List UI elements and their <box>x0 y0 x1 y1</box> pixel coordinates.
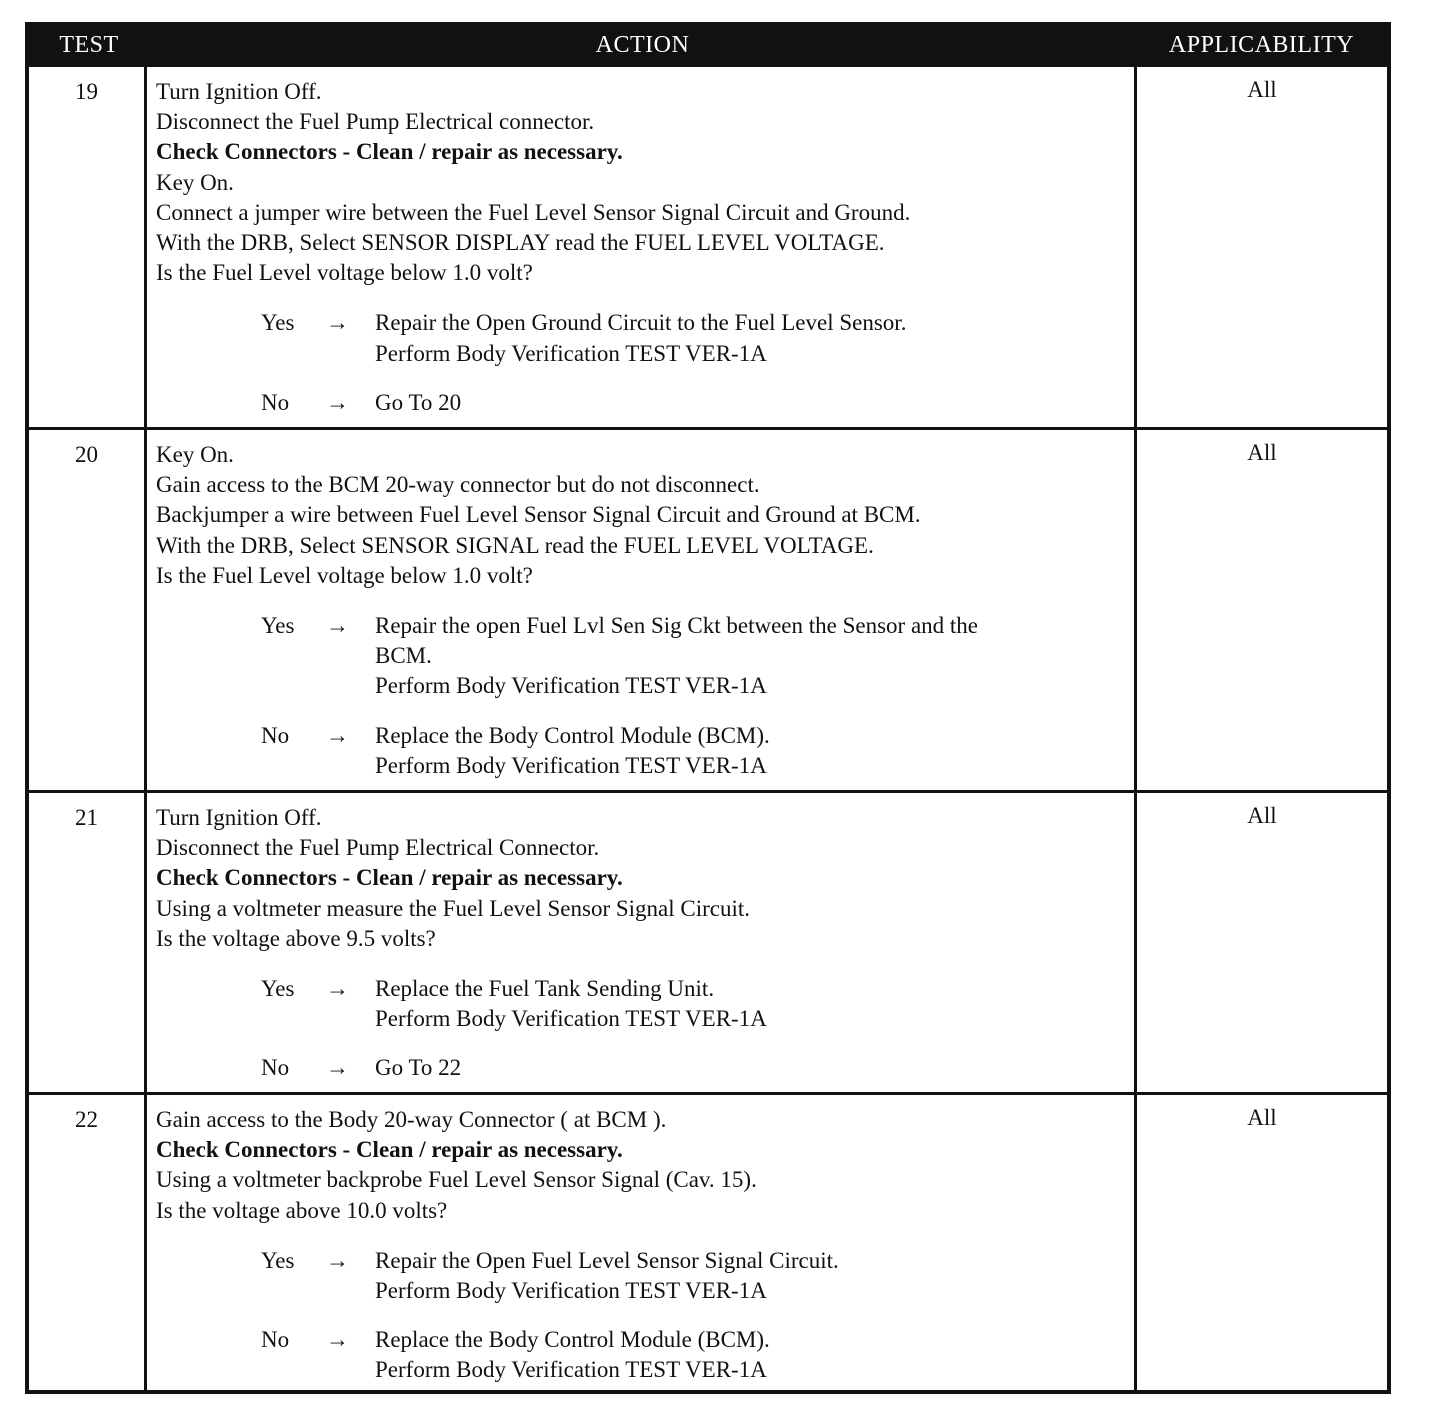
result-line: Perform Body Verification TEST VER-1A <box>375 340 767 366</box>
result-line: Perform Body Verification TEST VER-1A <box>375 1357 767 1383</box>
answer-yes <box>156 974 1126 1034</box>
action-step: With the DRB, Select SENSOR SIGNAL read the FUEL LEVEL VOLTAGE. <box>156 532 874 558</box>
arrow-right-icon: → <box>326 1055 349 1081</box>
action-step: Is the Fuel Level voltage below 1.0 volt? <box>156 260 533 286</box>
answer-yes <box>156 1246 1126 1306</box>
action-step: Turn Ignition Off. <box>156 805 322 830</box>
answer-result <box>375 1053 1126 1083</box>
answer-label: Yes <box>261 1247 295 1273</box>
action-step-emphasis: Check Connectors - Clean / repair as necessary. <box>156 1137 623 1163</box>
table-header <box>29 26 1387 64</box>
answer-no <box>156 388 1126 418</box>
answer-result <box>375 308 1126 368</box>
answer-no <box>156 1325 1126 1385</box>
answer-result <box>375 1325 1126 1385</box>
answer-list <box>156 308 1126 418</box>
result-line: Perform Body Verification TEST VER-1A <box>375 673 767 699</box>
answer-label: No <box>261 1327 290 1353</box>
test-number: 19 <box>29 67 147 427</box>
action-step: Using a voltmeter backprobe Fuel Level Sensor Signal (Cav. 15). <box>156 1167 757 1193</box>
action-step: Is the Fuel Level voltage below 1.0 volt? <box>156 562 533 588</box>
action-step: Key On. <box>156 169 234 195</box>
arrow-right-icon: → <box>326 389 349 415</box>
arrow-right-icon: → <box>326 1327 349 1353</box>
action-step: Gain access to the BCM 20-way connector but do not disconnect. <box>156 472 760 498</box>
result-line: Perform Body Verification TEST VER-1A <box>375 1278 767 1304</box>
action-step-emphasis: Check Connectors - Clean / repair as necessary. <box>156 865 623 891</box>
action-cell <box>147 793 1137 1092</box>
applicability-value: All <box>1247 803 1277 828</box>
action-step-emphasis: Check Connectors - Clean / repair as necessary. <box>156 139 623 165</box>
test-number: 22 <box>29 1095 147 1394</box>
result-line: BCM. <box>375 643 432 669</box>
action-step: Connect a jumper wire between the Fuel Level Sensor Signal Circuit and Ground. <box>156 199 911 225</box>
arrow-right-icon: → <box>326 310 349 336</box>
result-line: Repair the Open Ground Circuit to the Fuel Level Sensor. <box>375 310 907 336</box>
action-cell <box>147 430 1137 790</box>
applicability-value: All <box>1247 440 1277 465</box>
action-step: Is the voltage above 10.0 volts? <box>156 1197 448 1223</box>
result-line: Perform Body Verification TEST VER-1A <box>375 1006 767 1032</box>
action-step: Gain access to the Body 20-way Connector ( at BCM ). <box>156 1107 667 1132</box>
applicability-value: All <box>1247 77 1277 102</box>
answer-yes <box>156 611 1126 702</box>
answer-result <box>375 611 1126 702</box>
arrow-right-icon: → <box>326 613 349 639</box>
test-number: 20 <box>29 430 147 790</box>
answer-result <box>375 1246 1126 1306</box>
answer-result <box>375 721 1126 781</box>
action-cell <box>147 1095 1137 1394</box>
answer-list <box>156 1246 1126 1386</box>
answer-label: No <box>261 1055 290 1081</box>
answer-result <box>375 388 1126 418</box>
arrow-right-icon: → <box>326 722 349 748</box>
arrow-right-icon: → <box>326 1247 349 1273</box>
answer-list <box>156 611 1126 781</box>
action-step: Turn Ignition Off. <box>156 79 322 104</box>
answer-label: Yes <box>261 613 295 639</box>
action-step: Using a voltmeter measure the Fuel Level Sensor Signal Circuit. <box>156 895 751 921</box>
answer-label: Yes <box>261 310 295 336</box>
header-applicability: APPLICABILITY <box>1168 32 1355 58</box>
action-step: Backjumper a wire between Fuel Level Sensor Signal Circuit and Ground at BCM. <box>156 502 921 528</box>
answer-label: No <box>261 722 290 748</box>
table-row <box>29 790 1387 1092</box>
answer-yes <box>156 308 1126 368</box>
answer-list <box>156 974 1126 1084</box>
action-step: Is the voltage above 9.5 volts? <box>156 925 436 951</box>
result-line: Repair the open Fuel Lvl Sen Sig Ckt between the Sensor and the <box>375 613 978 639</box>
answer-result <box>375 974 1126 1034</box>
header-test: TEST <box>59 32 119 58</box>
action-cell <box>147 67 1137 427</box>
test-number: 21 <box>29 793 147 1092</box>
result-line: Repair the Open Fuel Level Sensor Signal Circuit. <box>375 1247 839 1273</box>
result-line: Replace the Body Control Module (BCM). <box>375 722 770 748</box>
action-step: Disconnect the Fuel Pump Electrical connector. <box>156 109 595 135</box>
result-line: Replace the Fuel Tank Sending Unit. <box>375 976 715 1002</box>
result-line: Perform Body Verification TEST VER-1A <box>375 752 767 778</box>
applicability-value: All <box>1247 1105 1277 1130</box>
table-row <box>29 64 1387 427</box>
action-step: Key On. <box>156 442 234 467</box>
table-row <box>29 1092 1387 1394</box>
arrow-right-icon: → <box>326 976 349 1002</box>
action-step: Disconnect the Fuel Pump Electrical Connector. <box>156 835 600 861</box>
result-line: Go To 22 <box>375 1055 462 1081</box>
action-step: With the DRB, Select SENSOR DISPLAY read the FUEL LEVEL VOLTAGE. <box>156 230 885 256</box>
diagnostic-table <box>25 22 1391 1394</box>
answer-label: No <box>261 389 290 415</box>
result-line: Go To 20 <box>375 389 462 415</box>
answer-no <box>156 721 1126 781</box>
table-row <box>29 427 1387 790</box>
header-action: ACTION <box>595 32 690 58</box>
result-line: Replace the Body Control Module (BCM). <box>375 1327 770 1353</box>
answer-label: Yes <box>261 976 295 1002</box>
answer-no <box>156 1053 1126 1083</box>
